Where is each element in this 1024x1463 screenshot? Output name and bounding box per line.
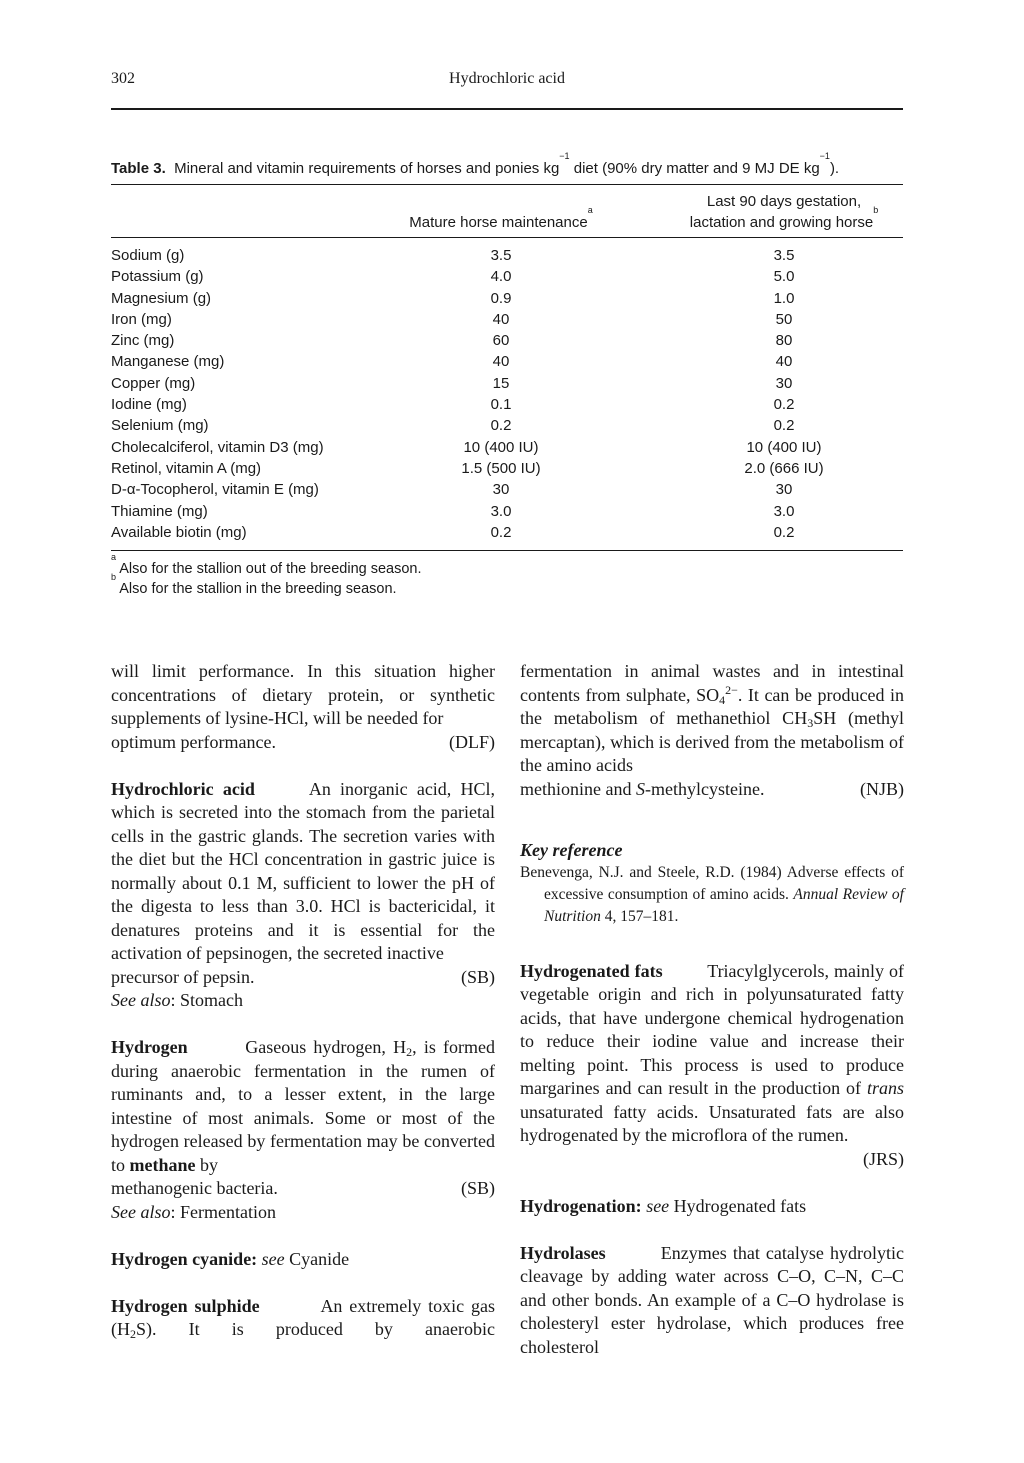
growing-value: 30	[775, 374, 793, 392]
entry-hydrolases: Hydrolases Enzymes that catalyse hydrolytic cleavage by adding water across C–O, C–N, C–C and other bonds. An example of a C–O hydrolase is cholesteryl ester hydrolase, which produces free cholesterol	[520, 1242, 905, 1357]
entry-headword: Hydrogenated fats	[520, 960, 663, 981]
nutrient-cell: D-α-Tocopherol, vitamin E (mg)	[111, 481, 319, 499]
growing-value: 80	[775, 332, 793, 350]
maintenance-value: 0.1	[490, 396, 512, 414]
entry-headword: Hydrogenation:	[520, 1195, 642, 1216]
table-header	[111, 185, 903, 237]
maintenance-value: 4.0	[490, 268, 512, 286]
paragraph-continued: will limit performance. In this situation higher concentrations of dietary protein, or synthetic supplements of lysine-HCl, will be needed for	[111, 661, 495, 728]
page-number: 302	[111, 70, 135, 87]
table-row	[111, 288, 903, 309]
entry-hydrogen: Hydrogen Gaseous hydrogen, $H_2$, is formed during anaerobic fermentation in the rumen of ruminants and, to a lesser extent, in the large intestine of most animals. Some or most of the hydrogen released by fermentation may be converted to methane by	[111, 1037, 495, 1175]
growing-value: 50	[775, 310, 793, 328]
maintenance-value: 10 (400 IU)	[463, 438, 539, 456]
footnote-b: $^b$ Also for the stallion in the breeding season.	[111, 572, 397, 598]
cross-reference[interactable]: methane	[129, 1154, 196, 1175]
see-also-link[interactable]: : Stomach	[170, 990, 243, 1010]
see-link[interactable]: Cyanide	[289, 1248, 350, 1269]
running-head	[111, 70, 903, 92]
entry-headword: Hydrogen sulphide	[111, 1295, 260, 1316]
right-column	[520, 660, 904, 1359]
table-row	[111, 522, 903, 543]
nutrient-cell: Iodine (mg)	[111, 396, 187, 414]
growing-value: 0.2	[773, 417, 795, 435]
table-body	[111, 238, 903, 550]
maintenance-value: 0.9	[490, 289, 512, 307]
author-signature: (NJB)	[860, 778, 904, 799]
growing-value: 2.0 (666 IU)	[744, 459, 824, 477]
left-column	[111, 660, 495, 1342]
maintenance-value: 3.0	[490, 502, 512, 520]
nutrient-cell: Copper (mg)	[111, 374, 196, 392]
caption-exponent: −1	[559, 151, 570, 161]
table-row	[111, 458, 903, 479]
author-signature: (JRS)	[862, 1148, 904, 1169]
table-row	[111, 437, 903, 458]
table-row	[111, 501, 903, 522]
growing-value: 0.2	[773, 523, 795, 541]
nutrient-cell: Sodium (g)	[111, 247, 185, 264]
maintenance-value: 30	[492, 481, 510, 499]
table-row	[111, 373, 903, 394]
nutrient-cell: Manganese (mg)	[111, 353, 225, 371]
growing-value: 5.0	[773, 268, 795, 286]
see-also: See also: Fermentation	[111, 1201, 276, 1222]
growing-value: 3.0	[773, 502, 795, 520]
column-header-maintenance: Mature horse maintenance$^a$	[409, 205, 593, 231]
nutrient-cell: Retinol, vitamin A (mg)	[111, 459, 262, 477]
paragraph-continued: fermentation in animal wastes and in intestinal contents from sulphate, $SO_4^{2-}$. It can be produced in the metabolism of methanethiol $CH_3SH$ (methyl mercaptan), which is derived from the metabolism of the amino acids	[520, 661, 905, 775]
table-label: Table 3.	[111, 160, 166, 177]
nutrient-cell: Selenium (mg)	[111, 417, 209, 435]
header-rule	[111, 108, 903, 110]
author-signature: (DLF)	[449, 731, 495, 752]
nutrient-cell: Thiamine (mg)	[111, 502, 208, 520]
table-row	[111, 351, 903, 372]
entry-headword: Hydrogen	[111, 1037, 188, 1057]
entry-hydrogenation: Hydrogenation: see Hydrogenated fats	[520, 1195, 807, 1216]
maintenance-value: 3.5	[490, 247, 512, 264]
table-row	[111, 245, 903, 266]
see-link[interactable]: Hydrogenated fats	[673, 1195, 807, 1216]
nutrient-table	[111, 151, 903, 599]
growing-value: 3.5	[773, 247, 795, 264]
maintenance-value: 15	[492, 374, 510, 392]
author-signature: (SB)	[460, 966, 495, 987]
maintenance-value: 60	[492, 332, 510, 350]
key-reference: Benevenga, N.J. and Steele, R.D. (1984) Adverse effects of excessive consumption of amino acids. Annual Review of Nutrition 4, 157–181.	[520, 864, 904, 925]
entry-last-line: precursor of pepsin. (SB)	[111, 966, 495, 990]
column-header-growing: Last 90 days gestation, lactation and growing horse$^b$	[689, 193, 879, 231]
entry-hydrochloric-acid: Hydrochloric acid An inorganic acid, HCl, which is secreted into the stomach from the parietal cells in the gastric glands. The secretion varies with the diet but the HCl concentration in gastric juice is normally about 0.1 M, sufficient to lower the pH of the digesta to less than 3.0. HCl is bactericidal, it denatures proteins and it is essential for the activation of pepsinogen, the secreted inactive	[111, 778, 495, 963]
maintenance-value: 40	[492, 310, 510, 328]
table-row	[111, 415, 903, 436]
table-row	[111, 394, 903, 415]
nutrient-cell: Cholecalciferol, vitamin D3 (mg)	[111, 438, 324, 456]
paragraph-last-line: optimum performance. (DLF)	[111, 731, 495, 755]
nutrient-cell: Magnesium (g)	[111, 289, 212, 307]
growing-value: 30	[775, 481, 793, 499]
table-footnotes	[111, 552, 903, 599]
table-caption	[111, 151, 903, 184]
key-reference-title: Key reference	[520, 839, 623, 860]
see-also-link[interactable]: : Fermentation	[170, 1201, 276, 1222]
see-also: See also: Stomach	[111, 990, 243, 1010]
table-bottom-rule	[111, 550, 903, 551]
nutrient-cell: Iron (mg)	[111, 310, 172, 328]
paragraph-last-line: methionine and S-methylcysteine. (NJB)	[520, 778, 904, 802]
entry-headword: Hydrochloric acid	[111, 778, 255, 799]
entry-headword: Hydrolases	[520, 1242, 606, 1263]
nutrient-cell: Zinc (mg)	[111, 332, 175, 350]
growing-value: 1.0	[773, 289, 795, 307]
entry-hydrogen-sulphide: Hydrogen sulphide An extremely toxic gas $(H_2S)$. It is produced by anaerobic	[111, 1295, 495, 1341]
maintenance-value: 1.5 (500 IU)	[461, 459, 541, 477]
growing-value: 40	[775, 353, 793, 371]
caption-exponent: −1	[819, 151, 830, 161]
entry-hydrogenated-fats: Hydrogenated fats Triacylglycerols, mainly of vegetable origin and rich in polyunsaturated fatty acids, that have undergone chemical hydrogenation to reduce their iodine value and increase their melting point. This process is used to produce margarines and can result in the production of trans unsaturated fatty acids. Unsaturated fats are also hydrogenated by the microflora of the rumen.	[520, 960, 904, 1145]
growing-value: 10 (400 IU)	[746, 438, 822, 456]
growing-value: 0.2	[773, 396, 795, 414]
table-row	[111, 330, 903, 351]
entry-last-line: methanogenic bacteria. (SB)	[111, 1177, 495, 1201]
running-title: Hydrochloric acid	[449, 70, 565, 87]
table-row	[111, 309, 903, 330]
table-row	[111, 479, 903, 500]
entry-headword: Hydrogen cyanide:	[111, 1248, 258, 1269]
maintenance-value: 0.2	[490, 417, 512, 435]
author-signature: (SB)	[460, 1178, 495, 1198]
table-row	[111, 266, 903, 287]
maintenance-value: 40	[492, 353, 510, 371]
caption-text: Mineral and vitamin requirements of horses and ponies kg	[174, 160, 560, 177]
caption-text-mid: diet (90% dry matter and 9 MJ DE kg	[569, 160, 820, 177]
caption-text-end: ).	[829, 160, 840, 177]
entry-hydrogen-cyanide: Hydrogen cyanide: see Cyanide	[111, 1248, 350, 1269]
nutrient-cell: Available biotin (mg)	[111, 523, 247, 541]
nutrient-cell: Potassium (g)	[111, 268, 204, 286]
maintenance-value: 0.2	[490, 523, 512, 541]
footnote-a: $^a$ Also for the stallion out of the breeding season.	[111, 552, 422, 578]
